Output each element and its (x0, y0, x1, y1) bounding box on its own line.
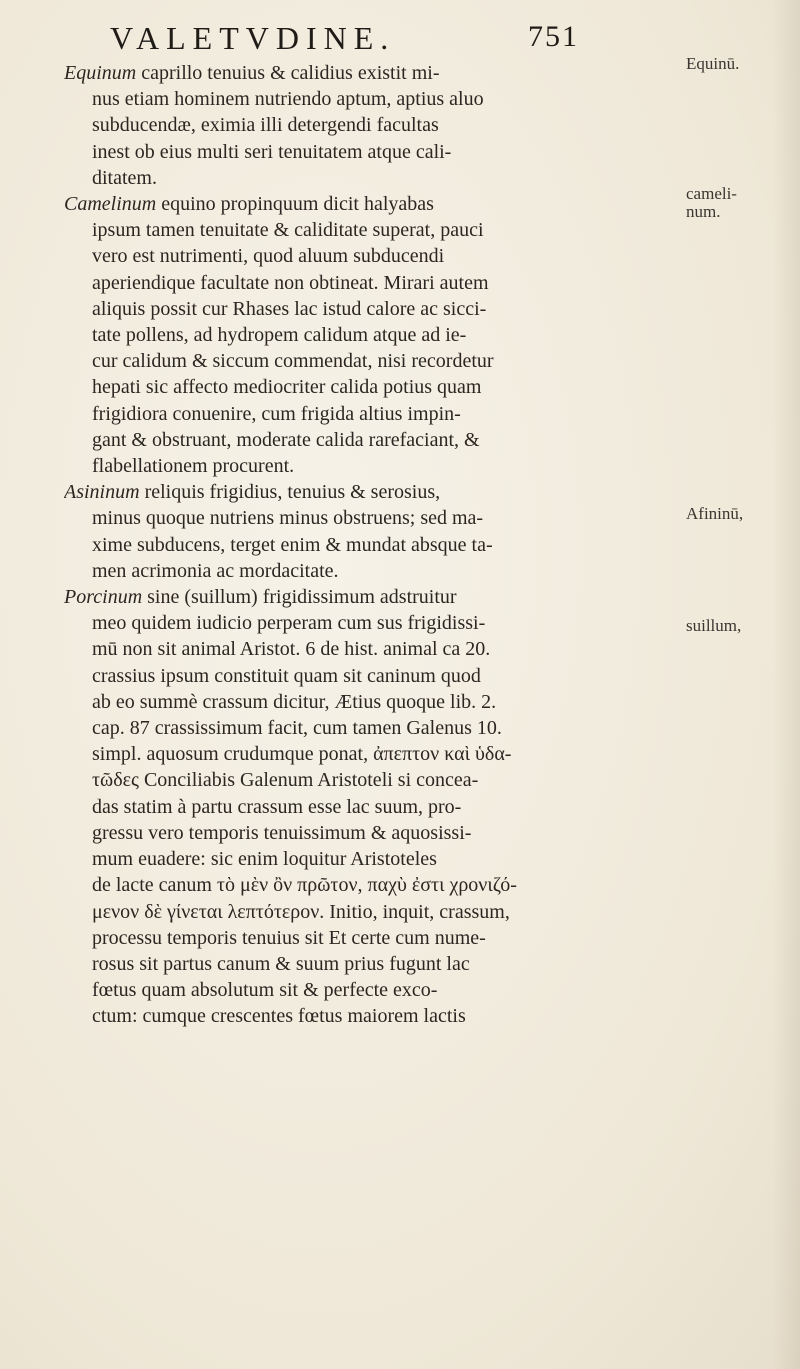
text-line (64, 1003, 584, 1029)
line-text: aperiendique facultate non obtineat. Mirari autem (92, 271, 489, 294)
line-text: simpl. aquosum crudumque ponat, ἀπεπτον καὶ ὑδα- (92, 743, 512, 766)
line-text: ctum: cumque crescentes fœtus maiorem lactis (92, 1005, 466, 1028)
text-line (64, 741, 584, 767)
text-line (64, 584, 584, 610)
line-text: de lacte canum τὸ μὲν ὂν πρῶτον, παχὺ ἐστι χρονιζό- (92, 874, 517, 897)
text-line (64, 767, 584, 793)
text-line (64, 663, 584, 689)
line-text: men acrimonia ac mordacitate. (92, 559, 339, 582)
text-line (64, 322, 584, 348)
line-text: xime subducens, terget enim & mundat absque ta- (92, 533, 493, 556)
text-line (64, 872, 584, 898)
text-line (64, 112, 584, 138)
main-text (64, 60, 584, 1030)
line-text: cur calidum & siccum commendat, nisi recordetur (92, 350, 494, 373)
line-text: frigidiora conuenire, cum frigida altius impin- (92, 402, 461, 425)
milk-type-term: Camelinum (64, 193, 157, 216)
text-line (64, 191, 584, 217)
margin-note-camelinum (686, 185, 737, 221)
paragraph (64, 479, 584, 584)
line-text: gressu vero temporis tenuissimum & aquosissi- (92, 821, 472, 844)
margin-note-suillum (686, 617, 741, 635)
text-line (64, 401, 584, 427)
line-text: ipsum tamen tenuitate & caliditate superat, pauci (92, 219, 484, 242)
text-line (64, 270, 584, 296)
text-line (64, 610, 584, 636)
line-text: minus quoque nutriens minus obstruens; sed ma- (92, 507, 484, 530)
text-line (64, 427, 584, 453)
margin-note-line: num. (686, 202, 721, 221)
paragraph (64, 191, 584, 479)
line-text: ab eo summè crassum dicitur, Ætius quoque lib. 2. (92, 690, 497, 713)
line-text: inest ob eius multi seri tenuitatem atque cali- (92, 140, 452, 163)
milk-type-term: Equinum (64, 62, 137, 84)
line-text: rosus sit partus canum & suum prius fugunt lac (92, 952, 470, 975)
line-text: subducendæ, eximia illi detergendi facultas (92, 114, 439, 137)
line-text: nus etiam hominem nutriendo aptum, aptius aluo (92, 88, 484, 111)
text-line (64, 977, 584, 1003)
line-text: mū non sit animal Aristot. 6 de hist. animal ca 20. (92, 638, 491, 661)
text-line (64, 925, 584, 951)
text-line (64, 899, 584, 925)
text-line (64, 243, 584, 269)
margin-note-line: cameli- (686, 184, 737, 203)
line-text: equino propinquum dicit halyabas (156, 193, 434, 216)
line-text: cap. 87 crassissimum facit, cum tamen Galenus 10. (92, 717, 502, 740)
text-line (64, 715, 584, 741)
text-line (64, 820, 584, 846)
text-line (64, 479, 584, 505)
line-text: sine (suillum) frigidissimum adstruitur (142, 586, 457, 609)
page-number: 751 (528, 20, 579, 53)
line-text: meo quidem iudicio perperam cum sus frigidissi- (92, 612, 486, 635)
text-line (64, 505, 584, 531)
text-line (64, 296, 584, 322)
line-text: processu temporis tenuius sit Et certe cum nume- (92, 926, 486, 949)
margin-note-line: suillum, (686, 616, 742, 635)
line-text: hepati sic affecto mediocriter calida potius quam (92, 376, 482, 399)
running-title: VALETVDINE. (110, 20, 396, 56)
line-text: reliquis frigidius, tenuius & serosius, (139, 481, 441, 504)
text-line (64, 217, 584, 243)
text-line (64, 532, 584, 558)
milk-type-term: Asininum (64, 481, 140, 504)
line-text: caprillo tenuius & calidius existit mi- (136, 62, 440, 84)
margin-note-equinum (686, 55, 739, 73)
text-line (64, 374, 584, 400)
text-line (64, 558, 584, 584)
paragraph (64, 584, 584, 1029)
text-line (64, 139, 584, 165)
text-line (64, 794, 584, 820)
text-line (64, 60, 584, 86)
line-text: flabellationem procurent. (92, 455, 295, 478)
page-edge-shadow (772, 0, 800, 1369)
line-text: aliquis possit cur Rhases lac istud calore ac sicci- (92, 297, 487, 320)
text-line (64, 348, 584, 374)
line-text: mum euadere: sic enim loquitur Aristoteles (92, 848, 437, 871)
line-text: das statim à partu crassum esse lac suum, pro- (92, 795, 462, 818)
margin-note-line: Equinū. (686, 54, 740, 73)
text-line (64, 846, 584, 872)
text-line (64, 165, 584, 191)
text-line (64, 453, 584, 479)
text-line (64, 636, 584, 662)
line-text: μενον δὲ γίνεται λεπτότερον. Initio, inquit, crassum, (92, 900, 510, 923)
margin-note-asininum (686, 505, 743, 523)
text-line (64, 951, 584, 977)
milk-type-term: Porcinum (64, 586, 143, 609)
text-line (64, 689, 584, 715)
running-header (110, 20, 610, 57)
line-text: vero est nutrimenti, quod aluum subducendi (92, 245, 445, 268)
line-text: tate pollens, ad hydropem calidum atque ad ie- (92, 324, 467, 347)
line-text: crassius ipsum constituit quam sit caninum quod (92, 664, 481, 687)
line-text: gant & obstruant, moderate calida rarefaciant, & (92, 428, 480, 451)
line-text: fœtus quam absolutum sit & perfecte exco- (92, 979, 438, 1002)
line-text: ditatem. (92, 166, 157, 189)
text-line (64, 86, 584, 112)
paragraph (64, 60, 584, 191)
line-text: τῶδες Conciliabis Galenum Aristoteli si concea- (92, 769, 479, 792)
margin-note-line: Afininū, (686, 504, 744, 523)
